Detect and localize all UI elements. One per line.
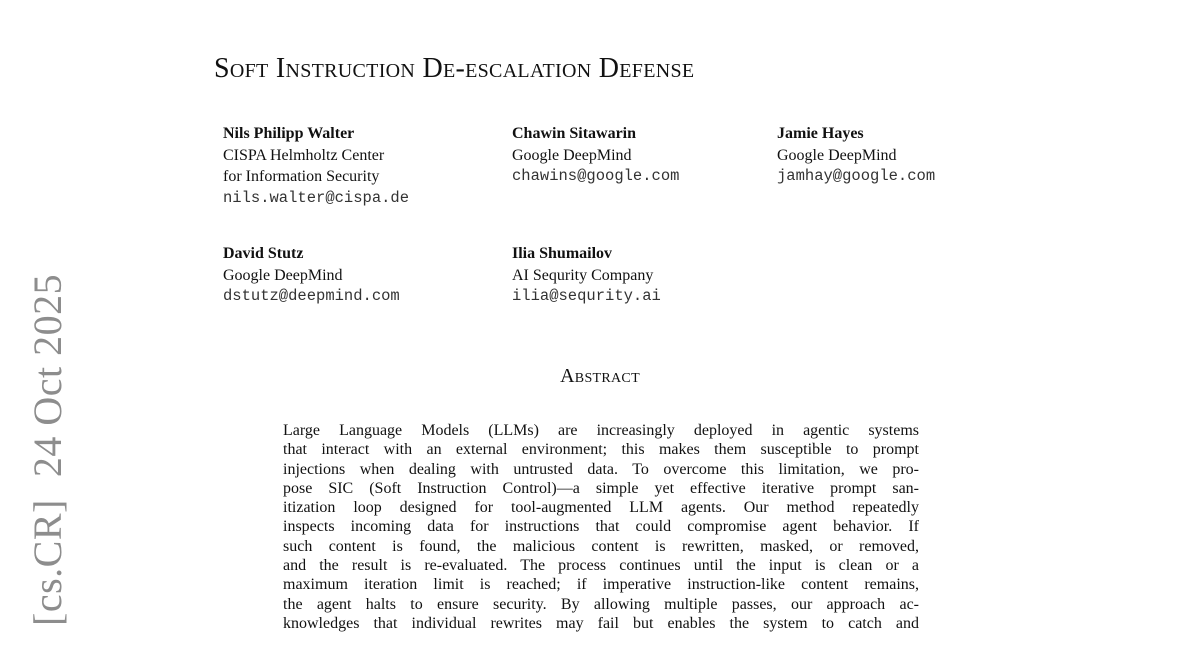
author-email: dstutz@deepmind.com <box>223 287 400 305</box>
author-affiliation: Google DeepMind <box>223 266 343 284</box>
author-name: Chawin Sitawarin <box>512 125 637 142</box>
author-email: ilia@sequrity.ai <box>512 287 661 305</box>
author-block <box>512 243 661 308</box>
abstract-line: maximum iteration limit is reached; if imperative instruction-like content remains, <box>283 576 919 594</box>
abstract-line: knowledges that individual rewrites may fail but enables the system to catch and <box>283 614 919 632</box>
abstract-body <box>283 421 919 633</box>
author-affiliation: Google DeepMind <box>777 146 897 164</box>
arxiv-date: 24 Oct 2025 <box>25 273 70 478</box>
abstract-line: the agent halts to ensure security. By allowing multiple passes, our approach ac- <box>283 595 919 613</box>
abstract-line: that interact with an external environment; this makes them susceptible to prompt <box>283 441 919 459</box>
author-email: chawins@google.com <box>512 167 680 185</box>
author-block <box>512 123 679 188</box>
abstract-line: such content is found, the malicious content is rewritten, masked, or removed, <box>283 537 919 555</box>
author-email: jamhay@google.com <box>777 167 936 185</box>
arxiv-category: [cs.CR] <box>25 499 70 626</box>
author-block <box>223 123 409 209</box>
abstract-heading: Abstract <box>560 365 640 387</box>
abstract-line: Large Language Models (LLMs) are increasingly deployed in agentic systems <box>283 422 919 439</box>
abstract-line: pose SIC (Soft Instruction Control)—a simple yet effective iterative prompt san- <box>283 479 919 497</box>
abstract-line: injections when dealing with untrusted data. To overcome this limitation, we pro- <box>283 460 919 478</box>
author-affiliation: for Information Security <box>223 168 380 185</box>
abstract-line: inspects incoming data for instructions that could compromise agent behavior. If <box>283 518 919 536</box>
author-block <box>223 243 400 308</box>
abstract-line: and the result is re-evaluated. The process continues until the input is clean or a <box>283 557 919 575</box>
author-name: Nils Philipp Walter <box>223 125 355 142</box>
paper-title: Soft Instruction De-escalation Defense <box>214 53 695 84</box>
author-affiliation: Google DeepMind <box>512 146 632 164</box>
author-affiliation: AI Sequrity Company <box>512 266 654 284</box>
author-name: Jamie Hayes <box>777 125 864 142</box>
author-block <box>777 123 935 188</box>
arxiv-watermark <box>25 273 70 648</box>
author-name: David Stutz <box>223 245 304 262</box>
author-name: Ilia Shumailov <box>512 245 613 262</box>
author-email: nils.walter@cispa.de <box>223 188 410 207</box>
author-affiliation: CISPA Helmholtz Center <box>223 146 385 164</box>
abstract-line: itization loop designed for tool-augmented LLM agents. Our method repeatedly <box>283 499 919 517</box>
